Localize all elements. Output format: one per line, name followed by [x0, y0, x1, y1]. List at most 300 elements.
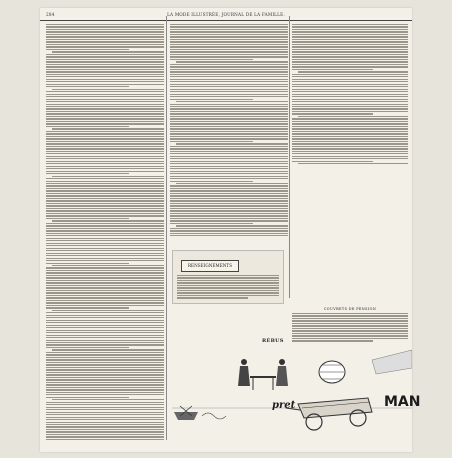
text-line — [46, 325, 164, 326]
figures-at-table — [238, 359, 288, 390]
text-line — [170, 146, 288, 147]
text-line — [46, 81, 164, 82]
text-line — [176, 183, 288, 184]
text-line — [46, 270, 164, 271]
column-1 — [46, 24, 164, 448]
text-line — [52, 51, 164, 52]
text-line — [46, 364, 164, 365]
text-line — [46, 44, 164, 45]
rebus-word-pret: pret — [272, 400, 296, 411]
text-line — [46, 384, 164, 385]
column-2 — [170, 24, 288, 248]
text-line — [46, 287, 164, 288]
text-line — [46, 69, 164, 70]
text-line — [170, 44, 288, 45]
text-line — [46, 290, 164, 291]
text-line — [46, 253, 164, 254]
text-line — [170, 151, 288, 152]
text-line — [46, 121, 164, 122]
text-line — [46, 434, 164, 435]
text-line — [46, 407, 164, 408]
text-line — [177, 280, 279, 281]
text-line — [46, 146, 164, 147]
text-line — [170, 116, 288, 117]
text-line — [46, 215, 164, 216]
text-line — [170, 46, 288, 47]
text-line — [292, 31, 408, 32]
text-line — [46, 377, 164, 378]
text-line — [46, 322, 164, 323]
text-line — [292, 158, 408, 159]
text-line — [46, 166, 164, 167]
text-line — [46, 392, 164, 393]
text-line — [46, 148, 164, 149]
text-line — [46, 61, 164, 62]
text-line — [46, 126, 129, 127]
text-line — [46, 151, 164, 152]
text-line — [46, 153, 164, 154]
text-line — [292, 315, 408, 316]
text-line — [170, 205, 288, 206]
text-line — [292, 330, 408, 331]
text-line — [170, 166, 288, 167]
text-line — [46, 297, 164, 298]
text-line — [52, 128, 164, 129]
text-line — [170, 29, 288, 30]
text-line — [46, 285, 164, 286]
text-line — [170, 136, 288, 137]
text-line — [46, 436, 164, 437]
text-line — [170, 228, 288, 229]
text-line — [170, 161, 288, 162]
text-line — [170, 168, 288, 169]
text-line — [46, 171, 164, 172]
text-line — [292, 106, 408, 107]
text-line — [170, 39, 288, 40]
text-line — [46, 91, 164, 92]
text-line — [292, 313, 408, 314]
text-line — [170, 158, 288, 159]
text-line — [170, 181, 253, 182]
text-line — [46, 183, 164, 184]
text-line — [292, 39, 408, 40]
text-line — [170, 111, 288, 112]
text-line — [170, 190, 288, 191]
text-line — [292, 328, 408, 329]
text-line — [177, 275, 279, 276]
text-line — [292, 61, 408, 62]
text-line — [170, 54, 288, 55]
cart — [286, 398, 372, 430]
text-line — [46, 315, 164, 316]
text-line — [46, 116, 164, 117]
text-line — [292, 59, 408, 60]
text-line — [46, 424, 164, 425]
text-line — [292, 76, 408, 77]
text-line — [170, 148, 288, 149]
text-line — [46, 357, 164, 358]
text-line — [177, 282, 279, 283]
text-line — [46, 235, 164, 236]
text-line — [46, 86, 129, 87]
text-line — [46, 79, 164, 80]
text-line — [170, 36, 288, 37]
text-line — [170, 163, 288, 164]
text-line — [170, 24, 288, 25]
text-line — [46, 379, 164, 380]
page-number: 284 — [46, 12, 55, 17]
text-line — [298, 71, 408, 72]
text-line — [46, 158, 164, 159]
text-line — [52, 399, 164, 400]
text-line — [170, 176, 288, 177]
text-line — [292, 141, 408, 142]
text-line — [46, 113, 164, 114]
text-line — [292, 333, 408, 334]
text-line — [177, 295, 279, 296]
text-line — [46, 335, 164, 336]
text-line — [292, 24, 408, 25]
text-line — [292, 111, 408, 112]
text-line — [46, 106, 164, 107]
text-line — [46, 96, 164, 97]
text-line — [292, 99, 408, 100]
text-line — [46, 267, 164, 268]
text-line — [170, 108, 288, 109]
text-line — [170, 233, 288, 234]
text-line — [46, 245, 164, 246]
text-line — [292, 338, 408, 339]
text-line — [46, 26, 164, 27]
text-line — [46, 188, 164, 189]
text-line — [170, 86, 288, 87]
text-line — [46, 404, 164, 405]
text-line — [46, 225, 164, 226]
text-line — [170, 173, 288, 174]
text-line — [170, 131, 288, 132]
rebus-illustration — [172, 346, 421, 458]
text-line — [292, 146, 408, 147]
text-line — [292, 318, 408, 319]
text-line — [170, 195, 288, 196]
text-line — [46, 200, 164, 201]
text-line — [292, 138, 408, 139]
text-line — [170, 203, 288, 204]
text-line — [46, 347, 129, 348]
text-line — [46, 302, 164, 303]
text-line — [46, 429, 164, 430]
text-line — [46, 39, 164, 40]
text-line — [46, 382, 164, 383]
text-line — [170, 200, 288, 201]
text-line — [46, 49, 129, 50]
text-line — [46, 161, 164, 162]
text-line — [46, 374, 164, 375]
text-line — [46, 409, 164, 410]
text-line — [46, 123, 164, 124]
text-line — [46, 46, 164, 47]
text-line — [292, 340, 373, 341]
text-line — [46, 292, 164, 293]
text-line — [46, 414, 164, 415]
text-line — [46, 389, 164, 390]
text-line — [298, 116, 408, 117]
column-divider — [289, 16, 290, 298]
journal-title: LA MODE ILLUSTRÉE, JOURNAL DE LA FAMILLE. — [167, 12, 285, 17]
text-line — [46, 243, 164, 244]
landscape — [372, 350, 412, 374]
text-line — [292, 36, 408, 37]
text-line — [170, 208, 288, 209]
text-line — [170, 104, 288, 105]
text-line — [292, 335, 408, 336]
text-line — [292, 151, 408, 152]
text-line — [292, 69, 373, 70]
text-line — [46, 426, 164, 427]
text-line — [46, 56, 164, 57]
text-line — [46, 111, 164, 112]
text-line — [46, 29, 164, 30]
text-line — [46, 367, 164, 368]
text-line — [292, 79, 408, 80]
text-line — [170, 49, 288, 50]
text-line — [46, 108, 164, 109]
text-line — [292, 26, 408, 27]
text-line — [46, 272, 164, 273]
text-line — [46, 213, 164, 214]
column-1-text — [46, 24, 164, 440]
text-line — [46, 133, 164, 134]
text-line — [46, 210, 164, 211]
text-line — [52, 310, 164, 311]
text-line — [170, 26, 288, 27]
text-line — [170, 41, 288, 42]
text-line — [46, 372, 164, 373]
text-line — [292, 74, 408, 75]
text-line — [170, 138, 288, 139]
column-3-text — [292, 24, 408, 164]
text-line — [46, 228, 164, 229]
text-line — [46, 280, 164, 281]
text-line — [170, 31, 288, 32]
text-line — [46, 312, 164, 313]
text-line — [46, 223, 164, 224]
text-line — [46, 332, 164, 333]
text-line — [170, 213, 288, 214]
text-line — [52, 220, 164, 221]
text-line — [46, 295, 164, 296]
text-line — [170, 153, 288, 154]
text-line — [46, 94, 164, 95]
text-line — [170, 126, 288, 127]
text-line — [170, 185, 288, 186]
column-divider — [166, 16, 167, 440]
section-couvrets — [292, 304, 408, 343]
text-line — [46, 156, 164, 157]
text-line — [170, 51, 288, 52]
text-line — [170, 113, 288, 114]
text-line — [177, 285, 279, 286]
text-line — [170, 69, 288, 70]
text-line — [292, 81, 408, 82]
text-line — [46, 31, 164, 32]
text-line — [46, 185, 164, 186]
text-line — [46, 104, 164, 105]
text-line — [176, 101, 288, 102]
text-line — [46, 238, 164, 239]
text-line — [46, 327, 164, 328]
text-line — [292, 44, 408, 45]
text-line — [46, 101, 164, 102]
text-line — [46, 131, 164, 132]
text-line — [46, 417, 164, 418]
text-line — [46, 352, 164, 353]
text-line — [292, 29, 408, 30]
text-line — [46, 258, 164, 259]
text-line — [46, 354, 164, 355]
text-line — [170, 91, 288, 92]
text-line — [292, 104, 408, 105]
text-line — [177, 292, 279, 293]
text-line — [46, 193, 164, 194]
text-line — [170, 230, 288, 231]
text-line — [46, 362, 164, 363]
text-line — [170, 210, 288, 211]
text-line — [170, 89, 288, 90]
text-line — [46, 342, 164, 343]
text-line — [52, 349, 164, 350]
text-line — [292, 46, 408, 47]
text-line — [292, 148, 408, 149]
text-line — [46, 330, 164, 331]
text-line — [170, 133, 288, 134]
text-line — [46, 317, 164, 318]
text-line — [46, 275, 164, 276]
text-line — [292, 66, 408, 67]
text-line — [52, 176, 164, 177]
text-line — [292, 64, 408, 65]
page-header — [40, 10, 412, 21]
text-line — [170, 81, 288, 82]
text-line — [170, 66, 288, 67]
text-line — [46, 99, 164, 100]
text-line — [292, 34, 408, 35]
text-line — [46, 240, 164, 241]
text-line — [46, 340, 164, 341]
text-line — [46, 344, 164, 345]
rebus-title: RÉBUS — [262, 338, 284, 344]
text-line — [46, 337, 164, 338]
text-line — [46, 24, 164, 25]
text-line — [292, 131, 408, 132]
text-line — [170, 235, 288, 236]
text-line — [46, 277, 164, 278]
text-line — [46, 178, 164, 179]
text-line — [46, 394, 164, 395]
text-line — [292, 126, 408, 127]
text-line — [292, 86, 408, 87]
text-line — [170, 121, 288, 122]
rebus-word-man: MAN — [384, 394, 421, 410]
text-line — [46, 419, 164, 420]
text-line — [46, 402, 164, 403]
text-line — [292, 96, 408, 97]
text-line — [292, 108, 408, 109]
text-line — [46, 255, 164, 256]
renseignements-vignette — [172, 250, 284, 304]
text-line — [292, 121, 408, 122]
text-line — [46, 76, 164, 77]
text-line — [46, 230, 164, 231]
text-line — [170, 156, 288, 157]
text-line — [170, 128, 288, 129]
text-line — [170, 198, 288, 199]
text-line — [298, 163, 408, 164]
text-line — [176, 143, 288, 144]
text-line — [292, 41, 408, 42]
text-line — [170, 220, 288, 221]
text-line — [292, 91, 408, 92]
text-line — [170, 79, 288, 80]
text-line — [46, 422, 164, 423]
text-line — [46, 138, 164, 139]
text-line — [46, 431, 164, 432]
text-line — [170, 71, 288, 72]
text-line — [170, 106, 288, 107]
text-line — [292, 113, 373, 114]
text-line — [292, 94, 408, 95]
text-line — [46, 205, 164, 206]
text-line — [46, 387, 164, 388]
text-line — [46, 54, 164, 55]
text-line — [292, 56, 408, 57]
text-line — [177, 297, 248, 298]
text-line — [46, 163, 164, 164]
text-line — [46, 369, 164, 370]
text-line — [170, 218, 288, 219]
text-line — [170, 84, 288, 85]
text-line — [46, 397, 129, 398]
text-line — [46, 71, 164, 72]
text-line — [292, 133, 408, 134]
rebus-drawing — [172, 346, 412, 442]
text-line — [177, 290, 279, 291]
text-line — [177, 287, 279, 288]
text-line — [170, 64, 288, 65]
text-line — [46, 260, 164, 261]
text-line — [170, 171, 288, 172]
text-line — [46, 84, 164, 85]
column-2-text — [170, 24, 288, 236]
text-line — [170, 56, 288, 57]
text-line — [46, 263, 129, 264]
text-line — [46, 320, 164, 321]
text-line — [170, 59, 253, 60]
text-line — [46, 64, 164, 65]
text-line — [292, 325, 408, 326]
vignette-text — [177, 275, 279, 300]
text-line — [46, 233, 164, 234]
text-line — [46, 412, 164, 413]
text-line — [170, 193, 288, 194]
text-line — [46, 300, 164, 301]
text-line — [176, 225, 288, 226]
text-line — [46, 190, 164, 191]
barrel — [319, 361, 345, 383]
text-line — [176, 61, 288, 62]
text-line — [46, 248, 164, 249]
text-line — [170, 34, 288, 35]
